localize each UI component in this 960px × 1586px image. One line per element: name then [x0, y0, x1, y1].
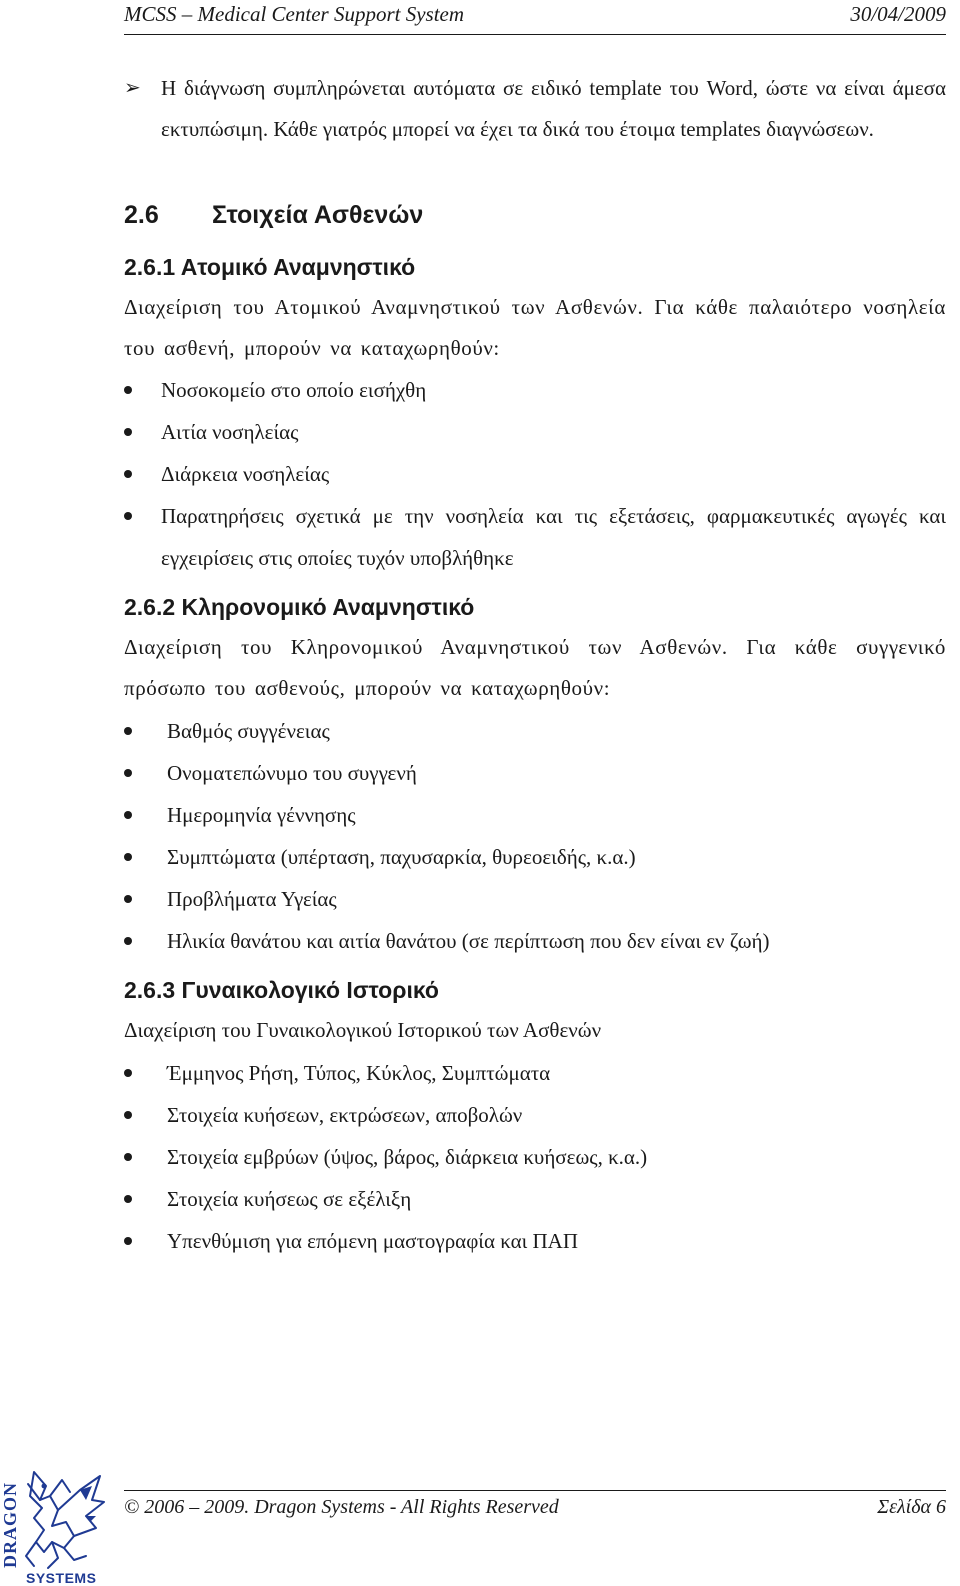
header-rule: [124, 34, 946, 35]
list-item: Υπενθύμιση για επόμενη μαστογραφία και ΠΑΠ: [124, 1220, 946, 1262]
bullet-icon: [124, 512, 132, 520]
dragon-icon: [26, 1472, 104, 1568]
personal-history-list: [124, 369, 946, 579]
page-number: Σελίδα 6: [877, 1496, 946, 1518]
arrow-bullet-icon: ➢: [124, 77, 141, 99]
bullet-icon: [124, 1195, 132, 1203]
list-item: Αιτία νοσηλείας: [124, 411, 946, 453]
page-content: [124, 68, 946, 1262]
subsection-heading-personal-history: 2.6.1 Ατομικό Αναμνηστικό: [124, 254, 416, 280]
list-item: Ονοματεπώνυμο του συγγενή: [124, 752, 946, 794]
header-title: MCSS – Medical Center Support System: [124, 2, 465, 26]
list-item: Παρατηρήσεις σχετικά με την νοσηλεία και τις εξετάσεις, φαρμακευτικές αγωγές και εγχειρίσεις στις οποίες τυχόν υποβλήθηκε: [124, 495, 946, 579]
footer-copyright: © 2006 – 2009. Dragon Systems - All Rights Reserved: [124, 1496, 559, 1518]
bullet-icon: [124, 895, 132, 903]
list-item: Διάρκεια νοσηλείας: [124, 453, 946, 495]
bullet-icon: [124, 470, 132, 478]
subsection-text-gynecological-history: Διαχείριση του Γυναικολογικού Ιστορικού των Ασθενών: [124, 1018, 602, 1042]
bullet-icon: [124, 386, 132, 394]
list-item: Συμπτώματα (υπέρταση, παχυσαρκία, θυρεοειδής, κ.α.): [124, 836, 946, 878]
section-number: 2.6: [124, 201, 159, 229]
subsection-heading-gynecological-history: 2.6.3 Γυναικολογικό Ιστορικό: [124, 977, 439, 1003]
list-item: Ημερομηνία γέννησης: [124, 794, 946, 836]
page-footer: [124, 1496, 946, 1526]
bullet-icon: [124, 1111, 132, 1119]
logo-bottom-text: SYSTEMS: [26, 1570, 97, 1586]
family-history-list: [124, 710, 946, 962]
bullet-icon: [124, 1153, 132, 1161]
subsection-text-family-history: Διαχείριση του Κληρονομικού Αναμνηστικού των Ασθενών. Για κάθε συγγενικό πρόσωπο του ασθενούς, μπορούν να καταχωρηθούν:: [124, 635, 946, 700]
list-item: Ηλικία θανάτου και αιτία θανάτου (σε περίπτωση που δεν είναι εν ζωή): [124, 920, 946, 962]
list-item: Στοιχεία κυήσεως σε εξέλιξη: [124, 1178, 946, 1220]
bullet-icon: [124, 937, 132, 945]
list-item: Έμμηνος Ρήση, Τύπος, Κύκλος, Συμπτώματα: [124, 1052, 946, 1094]
dragon-systems-logo: [0, 1456, 112, 1586]
intro-paragraph: [124, 68, 946, 150]
subsection-text-personal-history: Διαχείριση του Ατομικού Αναμνηστικού των Ασθενών. Για κάθε παλαιότερο νοσηλεία του ασθενή, μπορούν να καταχωρηθούν:: [124, 295, 946, 360]
header-date: 30/04/2009: [850, 2, 946, 26]
list-item: Στοιχεία κυήσεων, εκτρώσεων, αποβολών: [124, 1094, 946, 1136]
bullet-icon: [124, 727, 132, 735]
section-title: Στοιχεία Ασθενών: [212, 201, 424, 229]
bullet-icon: [124, 769, 132, 777]
subsection-heading-family-history: 2.6.2 Κληρονομικό Αναμνηστικό: [124, 594, 475, 620]
list-item: Νοσοκομείο στο οποίο εισήχθη: [124, 369, 946, 411]
page-header: [124, 0, 946, 30]
bullet-icon: [124, 1237, 132, 1245]
list-item: Προβλήματα Υγείας: [124, 878, 946, 920]
list-item: Βαθμός συγγένειας: [124, 710, 946, 752]
footer-rule: [124, 1490, 946, 1491]
gynecological-history-list: [124, 1052, 946, 1262]
bullet-icon: [124, 853, 132, 861]
section-heading: [124, 195, 946, 235]
logo-vertical-text: DRAGON: [0, 1482, 20, 1568]
list-item: Στοιχεία εμβρύων (ύψος, βάρος, διάρκεια κυήσεως, κ.α.): [124, 1136, 946, 1178]
intro-text: Η διάγνωση συμπληρώνεται αυτόματα σε ειδικό template του Word, ώστε να είναι άμεσα εκτυπώσιμη. Κάθε γιατρός μπορεί να έχει τα δικά του έτοιμα templates διαγνώσεων.: [161, 76, 946, 141]
bullet-icon: [124, 428, 132, 436]
bullet-icon: [124, 811, 132, 819]
bullet-icon: [124, 1069, 132, 1077]
